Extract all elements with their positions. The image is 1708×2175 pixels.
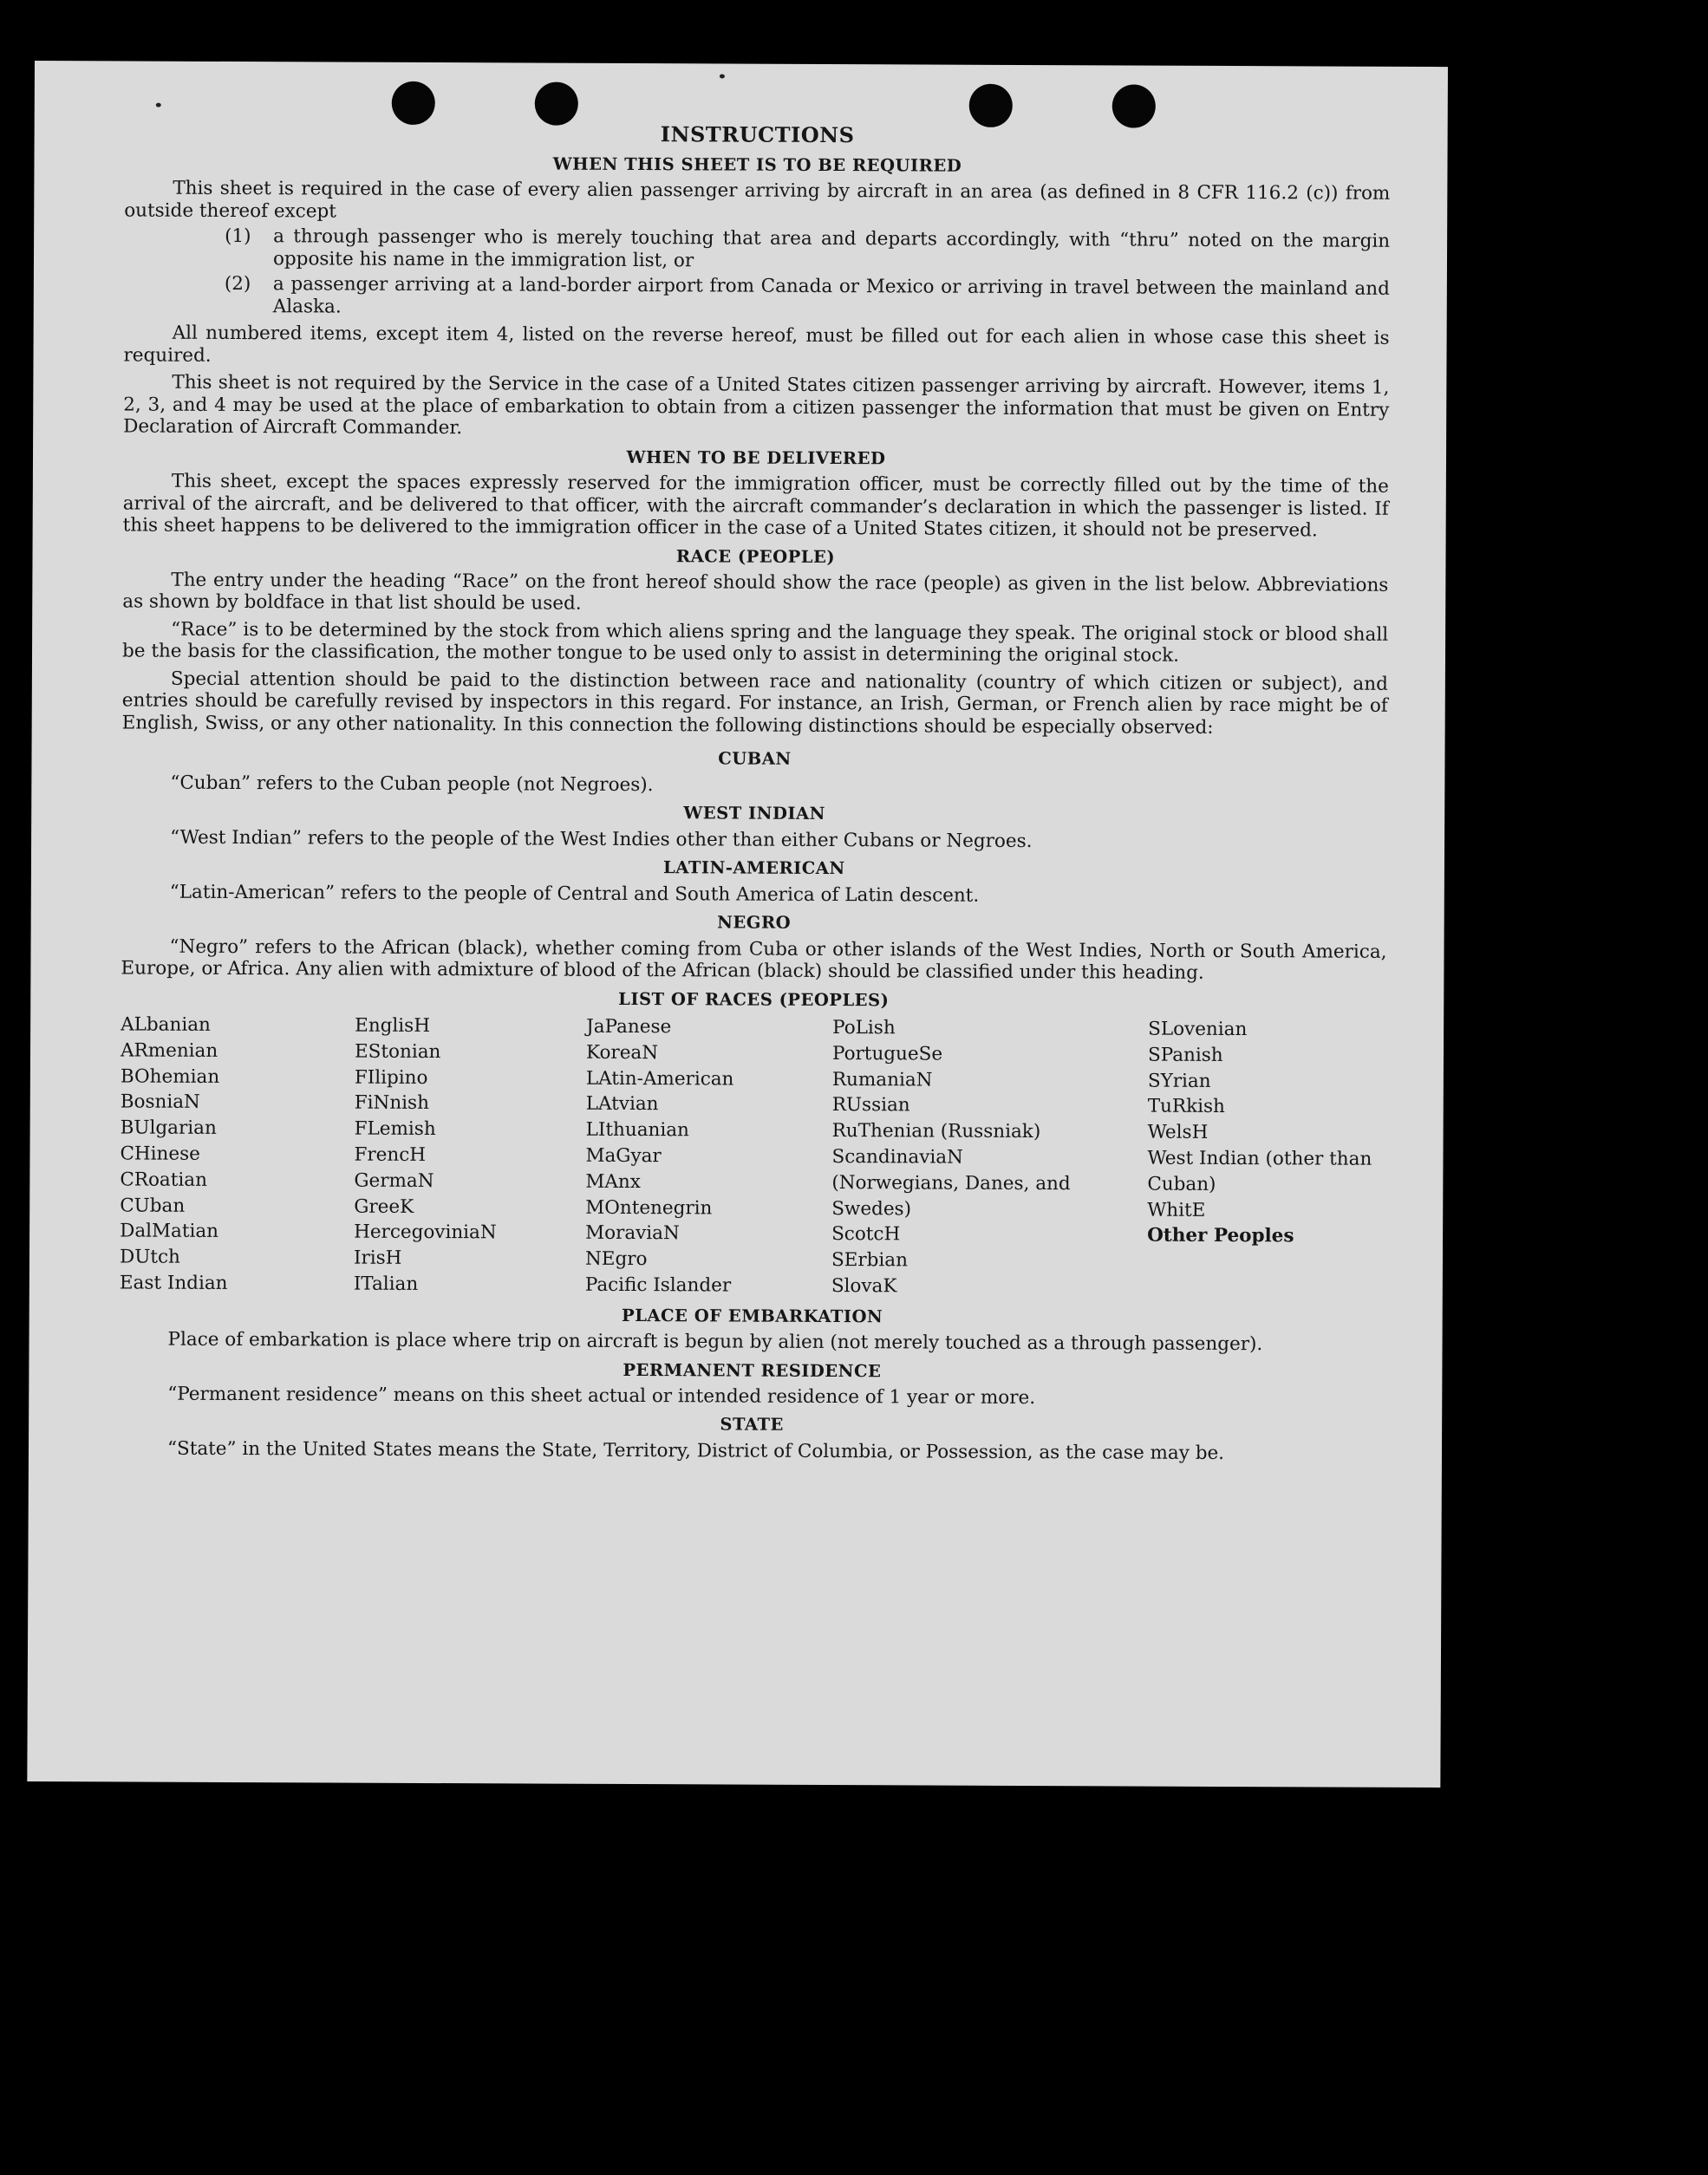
- paragraph-delivery: This sheet, except the spaces expressly reserved for the immigration officer, must be correctly filled out by the time of the arrival of the aircraft, and be delivered to that officer, with the aircraft commander’s declaration in which the passenger is listed. If this sheet happens to be delivered to the immigration officer in the case of a United States citizen, it should not be preserved.: [122, 470, 1389, 542]
- race-column: [585, 1014, 832, 1299]
- section-heading-race: RACE (PEOPLE): [675, 545, 836, 567]
- section-heading-west-indian: WEST INDIAN: [683, 803, 826, 824]
- race-entry: TuRkish: [1147, 1095, 1225, 1118]
- race-list: [120, 1012, 1386, 1301]
- race-column: [831, 1015, 1148, 1300]
- race-entry: RumaniaN: [831, 1068, 933, 1091]
- race-entry: GreeK: [354, 1195, 414, 1218]
- paragraph-citizen: This sheet is not required by the Service in the case of a United States citizen passenger arriving by aircraft. However, items 1, 2, 3, and 4 may be used at the place of embarkation to obtain from a citizen passenger the information that must be given on Entry Declaration of Aircraft Commander.: [123, 371, 1390, 440]
- punch-hole: [1112, 84, 1156, 127]
- paragraph-race-nationality: Special attention should be paid to the distinction between race and nationality (country of which citizen or subject), and entries should be carefully revised by inspectors in this regard. For instance, an Irish, German, or French alien by race might be of English, Swiss, or any other nationality. In this connection the following distinctions should be especially observed:: [121, 667, 1388, 739]
- race-column: [120, 1012, 355, 1297]
- paper-speck: [720, 74, 725, 78]
- race-entry: RUssian: [831, 1094, 910, 1117]
- exception-number: (2): [224, 273, 251, 296]
- punch-hole: [969, 84, 1013, 127]
- race-entry: WhitE: [1147, 1199, 1206, 1221]
- race-entry: KoreaN: [585, 1041, 659, 1064]
- race-entry: DUtch: [119, 1246, 180, 1268]
- instruction-sheet: [27, 61, 1448, 1788]
- section-heading-latin-american: LATIN-AMERICAN: [663, 857, 845, 879]
- race-entry: CRoatian: [120, 1169, 208, 1191]
- race-entry: CUban: [120, 1194, 186, 1217]
- race-entry: HercegoviniaN: [354, 1221, 497, 1244]
- race-entry: SErbian: [831, 1249, 909, 1272]
- race-entry: BosniaN: [120, 1091, 200, 1114]
- paragraph-latin-american: “Latin-American” refers to the people of Central and South America of Latin descent.: [169, 881, 980, 907]
- paper-speck: [156, 103, 161, 107]
- race-entry: MaGyar: [585, 1144, 662, 1168]
- paragraph-residence: “Permanent residence” means on this sheet actual or intended residence of 1 year or more.: [167, 1383, 1036, 1410]
- race-entry: DalMatian: [120, 1220, 219, 1243]
- race-entry: FiNnish: [354, 1091, 430, 1115]
- race-entry: CHinese: [120, 1143, 200, 1165]
- race-entry: EnglisH: [355, 1014, 431, 1037]
- punch-hole: [392, 81, 435, 125]
- race-entry: NEgro: [584, 1247, 648, 1271]
- race-entry: Other Peoples: [1147, 1224, 1294, 1247]
- exception-item: [225, 273, 1390, 322]
- race-entry: LIthuanian: [585, 1118, 689, 1142]
- race-entry: BUlgarian: [120, 1117, 217, 1140]
- paragraph-cuban: “Cuban” refers to the Cuban people (not Negroes).: [170, 772, 654, 796]
- punch-hole: [535, 82, 578, 126]
- section-heading-cuban: CUBAN: [718, 748, 792, 770]
- paragraph-embarkation: Place of embarkation is place where trip on aircraft is begun by alien (not merely touched as a through passenger).: [167, 1328, 1263, 1356]
- race-entry: MOntenegrin: [585, 1196, 713, 1219]
- paragraph-race-entry: The entry under the heading “Race” on the front hereof should show the race (people) as given in the list below. Abbreviations as shown by boldface in that list should be used.: [122, 569, 1389, 615]
- section-heading-when-required: WHEN THIS SHEET IS TO BE REQUIRED: [552, 153, 962, 176]
- race-entry: FrencH: [354, 1143, 427, 1166]
- paragraph-west-indian: “West Indian” refers to the people of the West Indies other than either Cubans or Negroes.: [170, 826, 1033, 852]
- exception-text: a through passenger who is merely touching that area and departs accordingly, with “thru” noted on the margin opposite his name in the immigration list, or: [272, 225, 1391, 272]
- section-heading-residence: PERMANENT RESIDENCE: [623, 1359, 882, 1381]
- race-entry: PoLish: [832, 1016, 896, 1039]
- race-entry: BOhemian: [120, 1065, 220, 1088]
- race-column: [354, 1013, 586, 1299]
- section-heading-embarkation: PLACE OF EMBARKATION: [622, 1305, 883, 1326]
- paragraph-race-definition: “Race” is to be determined by the stock from which aliens spring and the language they speak. The original stock or blood shall be the basis for the classification, the mother tongue to be used only to assist in determining the original stock.: [121, 618, 1389, 667]
- race-entry: SYrian: [1147, 1070, 1211, 1092]
- race-entry: SPanish: [1147, 1044, 1223, 1066]
- race-entry: ITalian: [353, 1273, 419, 1295]
- race-entry: IrisH: [353, 1247, 402, 1269]
- paragraph-negro: “Negro” refers to the African (black), whether coming from Cuba or other islands of the West Indies, North or South America, Europe, or Africa. Any alien with admixture of blood of the African (black) should be classified under this heading.: [121, 935, 1387, 984]
- race-entry: LAtvian: [585, 1093, 659, 1116]
- paragraph-required-intro: This sheet is required in the case of every alien passenger arriving by aircraft in an area (as defined in 8 CFR 116.2 (c)) from outside thereof except: [124, 177, 1391, 223]
- exception-number: (1): [225, 225, 251, 248]
- race-entry: PortugueSe: [831, 1042, 943, 1065]
- race-entry: ScandinaviaN (Norwegians, Danes, and Swedes): [831, 1145, 1071, 1220]
- paragraph-numbered-items: All numbered items, except item 4, listed on the reverse hereof, must be filled out for each alien in whose case this sheet is required.: [123, 322, 1390, 367]
- race-column: [1147, 1017, 1375, 1302]
- race-entry: EStonian: [354, 1040, 441, 1063]
- section-heading-state: STATE: [720, 1414, 784, 1436]
- exception-text: a passenger arriving at a land-border airport from Canada or Mexico or arriving in travel between the mainland and Alaska.: [272, 273, 1390, 318]
- exception-item: [225, 225, 1390, 275]
- race-entry: ScotcH: [831, 1223, 901, 1246]
- section-heading-negro: NEGRO: [717, 912, 792, 933]
- race-entry: GermaN: [354, 1169, 434, 1192]
- race-entry: Pacific Islander: [584, 1273, 732, 1297]
- race-entry: WelsH: [1147, 1121, 1209, 1144]
- race-entry: LAtin-American: [585, 1067, 734, 1091]
- race-entry: East Indian: [119, 1272, 228, 1294]
- race-entry: FLemish: [354, 1117, 436, 1141]
- race-entry: MoraviaN: [585, 1222, 680, 1245]
- race-entry: RuThenian (Russniak): [831, 1120, 1041, 1143]
- race-entry: SLovenian: [1148, 1018, 1248, 1041]
- race-entry: ALbanian: [121, 1013, 211, 1036]
- race-entry: West Indian (other than Cuban): [1147, 1147, 1372, 1195]
- race-entry: FIlipino: [354, 1066, 428, 1089]
- section-heading-when-delivered: WHEN TO BE DELIVERED: [626, 446, 886, 468]
- section-heading-list-of-races: LIST OF RACES (PEOPLES): [618, 988, 890, 1010]
- race-entry: SlovaK: [831, 1274, 897, 1298]
- paragraph-state: “State” in the United States means the State, Territory, District of Columbia, or Possession, as the case may be.: [166, 1437, 1225, 1464]
- page-title: INSTRUCTIONS: [660, 121, 855, 148]
- race-entry: MAnx: [585, 1170, 641, 1193]
- race-entry: JaPanese: [586, 1015, 672, 1039]
- race-entry: ARmenian: [120, 1039, 218, 1062]
